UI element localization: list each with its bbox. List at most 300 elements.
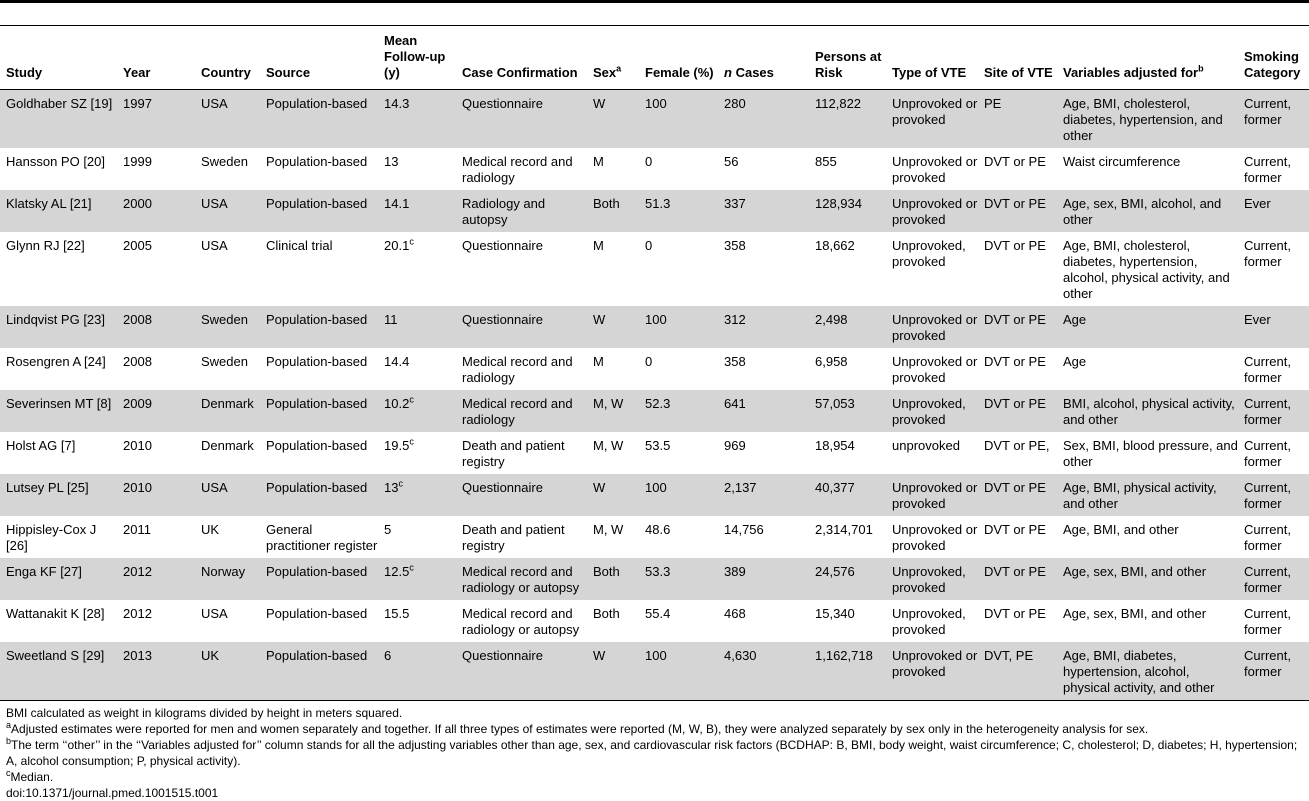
cell-persons bbox=[809, 600, 886, 642]
table-row bbox=[0, 90, 1309, 149]
cell-text: 2010 bbox=[123, 438, 152, 453]
cell-text: Current, former bbox=[1244, 480, 1291, 511]
cell-text: Current, former bbox=[1244, 564, 1291, 595]
cell-year bbox=[117, 148, 195, 190]
header-text: Source bbox=[266, 65, 311, 80]
table-header bbox=[0, 33, 1309, 90]
cell-text: 2005 bbox=[123, 238, 152, 253]
cell-cases bbox=[718, 432, 809, 474]
cell-text: 2008 bbox=[123, 354, 152, 369]
cell-text: W bbox=[593, 480, 606, 495]
table-row bbox=[0, 306, 1309, 348]
cell-text: M, W bbox=[593, 396, 624, 411]
cell-study bbox=[0, 190, 117, 232]
cell-text: Norway bbox=[201, 564, 246, 579]
cell-persons bbox=[809, 232, 886, 306]
cell-adjusted bbox=[1057, 148, 1238, 190]
cell-female bbox=[639, 558, 718, 600]
header-text: Country bbox=[201, 65, 251, 80]
cell-text: UK bbox=[201, 648, 220, 663]
cell-text: Questionnaire bbox=[462, 238, 543, 253]
cell-text: Sweden bbox=[201, 312, 248, 327]
cell-text: 2,498 bbox=[815, 312, 848, 327]
cell-sex bbox=[587, 390, 639, 432]
cell-source bbox=[260, 90, 378, 149]
cell-source bbox=[260, 474, 378, 516]
cell-text: 855 bbox=[815, 154, 837, 169]
cell-text: 14.3 bbox=[384, 96, 410, 111]
cell-text: 57,053 bbox=[815, 396, 855, 411]
header-row bbox=[0, 33, 1309, 90]
cell-female bbox=[639, 516, 718, 558]
cell-vte_site bbox=[978, 390, 1057, 432]
cell-source bbox=[260, 516, 378, 558]
cell-smoking bbox=[1238, 232, 1309, 306]
cell-text: Current, former bbox=[1244, 522, 1291, 553]
cell-confirmation bbox=[456, 232, 587, 306]
footnote bbox=[6, 721, 1306, 737]
cell-text: 13 bbox=[384, 154, 399, 169]
cell-text: 19.5 bbox=[384, 438, 410, 453]
column-header-followup bbox=[378, 33, 456, 90]
cell-source bbox=[260, 558, 378, 600]
cell-text: 2,137 bbox=[724, 480, 757, 495]
cell-followup bbox=[378, 642, 456, 701]
cell-cases bbox=[718, 348, 809, 390]
cell-year bbox=[117, 90, 195, 149]
cell-vte_site bbox=[978, 232, 1057, 306]
cell-text: USA bbox=[201, 196, 228, 211]
cell-source bbox=[260, 348, 378, 390]
cell-text: DVT or PE bbox=[984, 238, 1046, 253]
cell-text: 1999 bbox=[123, 154, 152, 169]
cell-text: 48.6 bbox=[645, 522, 671, 537]
cell-persons bbox=[809, 642, 886, 701]
cell-text: 55.4 bbox=[645, 606, 671, 621]
cell-vte_site bbox=[978, 432, 1057, 474]
cell-vte_type bbox=[886, 474, 978, 516]
cell-female bbox=[639, 348, 718, 390]
cell-year bbox=[117, 600, 195, 642]
cell-vte_type bbox=[886, 432, 978, 474]
header-text: Cases bbox=[735, 65, 774, 80]
cell-smoking bbox=[1238, 148, 1309, 190]
cell-text: Sweetland S [29] bbox=[6, 648, 105, 663]
cell-text: Current, former bbox=[1244, 648, 1291, 679]
cell-confirmation bbox=[456, 390, 587, 432]
cell-text: Current, former bbox=[1244, 438, 1291, 469]
cell-year bbox=[117, 558, 195, 600]
cell-text: Radiology and autopsy bbox=[462, 196, 546, 227]
cell-followup bbox=[378, 474, 456, 516]
cell-text: DVT or PE bbox=[984, 312, 1046, 327]
cell-cases bbox=[718, 558, 809, 600]
cell-text: Glynn RJ [22] bbox=[6, 238, 85, 253]
cell-text: 14.1 bbox=[384, 196, 410, 211]
cell-text: 280 bbox=[724, 96, 746, 111]
cell-text: Ever bbox=[1244, 196, 1271, 211]
cell-text: 6 bbox=[384, 648, 392, 663]
cell-adjusted bbox=[1057, 348, 1238, 390]
cell-year bbox=[117, 474, 195, 516]
footnote-marker: c bbox=[409, 236, 414, 247]
cell-cases bbox=[718, 232, 809, 306]
cell-followup bbox=[378, 348, 456, 390]
cell-country bbox=[195, 90, 260, 149]
cell-confirmation bbox=[456, 474, 587, 516]
cell-text: 40,377 bbox=[815, 480, 855, 495]
cell-text: Current, former bbox=[1244, 354, 1291, 385]
cell-text: Age bbox=[1063, 354, 1087, 369]
cell-study bbox=[0, 148, 117, 190]
cell-study bbox=[0, 432, 117, 474]
cell-text: Population-based bbox=[266, 96, 368, 111]
cell-text: 2013 bbox=[123, 648, 152, 663]
cell-text: Unprovoked or provoked bbox=[892, 96, 978, 127]
cell-text: Population-based bbox=[266, 196, 368, 211]
cell-vte_type bbox=[886, 516, 978, 558]
cell-followup bbox=[378, 306, 456, 348]
cell-female bbox=[639, 306, 718, 348]
table-row bbox=[0, 474, 1309, 516]
cell-adjusted bbox=[1057, 190, 1238, 232]
cell-confirmation bbox=[456, 432, 587, 474]
footnote bbox=[6, 769, 1306, 785]
cell-text: 0 bbox=[645, 354, 653, 369]
cell-vte_site bbox=[978, 148, 1057, 190]
cell-smoking bbox=[1238, 90, 1309, 149]
cell-vte_site bbox=[978, 90, 1057, 149]
cell-confirmation bbox=[456, 190, 587, 232]
cell-text: 100 bbox=[645, 96, 667, 111]
cell-text: 2009 bbox=[123, 396, 152, 411]
cell-female bbox=[639, 390, 718, 432]
cell-female bbox=[639, 90, 718, 149]
cell-text: 2010 bbox=[123, 480, 152, 495]
cell-text: Population-based bbox=[266, 564, 368, 579]
cell-adjusted bbox=[1057, 642, 1238, 701]
cell-year bbox=[117, 516, 195, 558]
cell-text: 11 bbox=[384, 312, 398, 327]
cell-cases bbox=[718, 306, 809, 348]
cell-text: Age bbox=[1063, 312, 1087, 327]
cell-country bbox=[195, 600, 260, 642]
cell-adjusted bbox=[1057, 600, 1238, 642]
cell-source bbox=[260, 232, 378, 306]
footnote-marker: a bbox=[6, 720, 12, 730]
cell-text: Population-based bbox=[266, 396, 368, 411]
cell-text: Unprovoked or provoked bbox=[892, 354, 978, 385]
cell-study bbox=[0, 600, 117, 642]
cell-cases bbox=[718, 642, 809, 701]
cell-text: 641 bbox=[724, 396, 746, 411]
cell-followup bbox=[378, 232, 456, 306]
cell-cases bbox=[718, 190, 809, 232]
header-text: Smoking Category bbox=[1244, 49, 1301, 80]
cell-text: Rosengren A [24] bbox=[6, 354, 106, 369]
cell-text: 18,662 bbox=[815, 238, 855, 253]
cell-country bbox=[195, 474, 260, 516]
cell-adjusted bbox=[1057, 432, 1238, 474]
cell-smoking bbox=[1238, 558, 1309, 600]
cell-text: Unprovoked or provoked bbox=[892, 154, 978, 185]
table-row bbox=[0, 516, 1309, 558]
cell-vte_site bbox=[978, 306, 1057, 348]
cell-confirmation bbox=[456, 600, 587, 642]
table-body bbox=[0, 90, 1309, 701]
column-header-cases bbox=[718, 33, 809, 90]
footnote-marker: a bbox=[616, 63, 622, 74]
cell-cases bbox=[718, 90, 809, 149]
cell-text: Enga KF [27] bbox=[6, 564, 82, 579]
cell-text: 6,958 bbox=[815, 354, 848, 369]
cell-text: 0 bbox=[645, 154, 653, 169]
cell-text: Population-based bbox=[266, 480, 368, 495]
table-footnotes bbox=[6, 705, 1306, 801]
cell-text: USA bbox=[201, 480, 228, 495]
cell-text: Both bbox=[593, 564, 620, 579]
cell-text: 1997 bbox=[123, 96, 152, 111]
footnote-marker: c bbox=[409, 562, 414, 573]
cell-text: DVT or PE bbox=[984, 606, 1046, 621]
cell-text: Goldhaber SZ [19] bbox=[6, 96, 113, 111]
cell-text: Questionnaire bbox=[462, 96, 543, 111]
cell-text: Population-based bbox=[266, 154, 368, 169]
cell-text: Severinsen MT [8] bbox=[6, 396, 112, 411]
cell-adjusted bbox=[1057, 306, 1238, 348]
cell-text: 389 bbox=[724, 564, 746, 579]
cell-text: Klatsky AL [21] bbox=[6, 196, 92, 211]
cell-text: M, W bbox=[593, 522, 624, 537]
cell-cases bbox=[718, 516, 809, 558]
cell-study bbox=[0, 348, 117, 390]
column-header-vte_site bbox=[978, 33, 1057, 90]
cell-text: 0 bbox=[645, 238, 653, 253]
cell-country bbox=[195, 432, 260, 474]
cell-text: Both bbox=[593, 606, 620, 621]
cell-year bbox=[117, 190, 195, 232]
cell-smoking bbox=[1238, 190, 1309, 232]
cell-country bbox=[195, 390, 260, 432]
cell-text: Lutsey PL [25] bbox=[6, 480, 89, 495]
column-header-sex bbox=[587, 33, 639, 90]
cell-text: Sweden bbox=[201, 154, 248, 169]
cell-cases bbox=[718, 148, 809, 190]
cell-text: General practitioner register bbox=[266, 522, 378, 553]
cell-vte_type bbox=[886, 148, 978, 190]
cell-text: DVT, PE bbox=[984, 648, 1034, 663]
cell-text: Current, former bbox=[1244, 606, 1291, 637]
cell-text: Unprovoked or provoked bbox=[892, 480, 978, 511]
cell-female bbox=[639, 148, 718, 190]
cell-study bbox=[0, 306, 117, 348]
cell-country bbox=[195, 232, 260, 306]
cell-text: 100 bbox=[645, 648, 667, 663]
cell-text: Age, BMI, diabetes, hypertension, alcohol, physical activity, and other bbox=[1063, 648, 1215, 695]
column-header-study bbox=[0, 33, 117, 90]
cell-smoking bbox=[1238, 390, 1309, 432]
cell-text: UK bbox=[201, 522, 220, 537]
footnote-marker: c bbox=[6, 768, 11, 778]
cell-text: DVT or PE bbox=[984, 564, 1046, 579]
cell-persons bbox=[809, 432, 886, 474]
cell-source bbox=[260, 432, 378, 474]
footnote bbox=[6, 737, 1306, 769]
cell-text: Sweden bbox=[201, 354, 248, 369]
cell-text: 2000 bbox=[123, 196, 152, 211]
cell-vte_type bbox=[886, 190, 978, 232]
cell-smoking bbox=[1238, 306, 1309, 348]
cell-vte_type bbox=[886, 600, 978, 642]
cell-vte_site bbox=[978, 642, 1057, 701]
cell-text: Death and patient registry bbox=[462, 438, 565, 469]
table-row bbox=[0, 558, 1309, 600]
cell-text: 2012 bbox=[123, 606, 152, 621]
cell-text: 13 bbox=[384, 480, 399, 495]
cell-followup bbox=[378, 432, 456, 474]
cell-followup bbox=[378, 90, 456, 149]
cell-text: Clinical trial bbox=[266, 238, 333, 253]
cell-adjusted bbox=[1057, 474, 1238, 516]
cell-study bbox=[0, 474, 117, 516]
cell-text: Denmark bbox=[201, 438, 254, 453]
cell-text: Population-based bbox=[266, 648, 368, 663]
cell-text: Unprovoked, provoked bbox=[892, 238, 966, 269]
cell-text: Hansson PO [20] bbox=[6, 154, 105, 169]
cell-text: unprovoked bbox=[892, 438, 960, 453]
cell-text: 20.1 bbox=[384, 238, 410, 253]
cell-text: W bbox=[593, 96, 606, 111]
footnote-marker: b bbox=[6, 736, 12, 746]
table-row bbox=[0, 348, 1309, 390]
cell-text: Hippisley-Cox J [26] bbox=[6, 522, 97, 553]
cell-text: Age, BMI, cholesterol, diabetes, hypertension, alcohol, physical activity, and other bbox=[1063, 238, 1230, 301]
cell-text: 4,630 bbox=[724, 648, 757, 663]
cell-text: 53.5 bbox=[645, 438, 671, 453]
cell-persons bbox=[809, 90, 886, 149]
cell-smoking bbox=[1238, 348, 1309, 390]
cell-text: 12.5 bbox=[384, 564, 410, 579]
cell-text: 2011 bbox=[123, 522, 151, 537]
cell-year bbox=[117, 348, 195, 390]
cell-text: 112,822 bbox=[815, 96, 862, 111]
cell-study bbox=[0, 232, 117, 306]
cell-text: Medical record and radiology bbox=[462, 154, 573, 185]
cell-country bbox=[195, 306, 260, 348]
cell-persons bbox=[809, 148, 886, 190]
column-header-persons bbox=[809, 33, 886, 90]
cell-text: DVT or PE bbox=[984, 396, 1046, 411]
cell-sex bbox=[587, 90, 639, 149]
cell-sex bbox=[587, 474, 639, 516]
footnote-text: The term ‘‘other’’ in the ‘‘Variables adjusted for’’ column stands for all the adjusting variables other than age, sex, and cardiovascular risk factors (BCDHAP: B, BMI, body weight, waist circumference; C, cholesterol; D, diabetes; H, hypertension; A, alcohol consumption; P, physical activity). bbox=[6, 738, 1298, 768]
cell-vte_type bbox=[886, 232, 978, 306]
cell-country bbox=[195, 558, 260, 600]
cell-text: Lindqvist PG [23] bbox=[6, 312, 105, 327]
cell-vte_type bbox=[886, 390, 978, 432]
cell-female bbox=[639, 474, 718, 516]
cell-text: Current, former bbox=[1244, 396, 1291, 427]
footnote-text: Adjusted estimates were reported for men and women separately and together. If all three types of estimates were reported (M, W, B), they were analyzed separately by sex only in the heterogeneity analysis for sex. bbox=[11, 722, 1149, 736]
cell-year bbox=[117, 432, 195, 474]
cell-sex bbox=[587, 348, 639, 390]
header-italic-prefix: n bbox=[724, 65, 732, 80]
cell-country bbox=[195, 348, 260, 390]
cell-text: 24,576 bbox=[815, 564, 855, 579]
cell-country bbox=[195, 642, 260, 701]
cell-sex bbox=[587, 148, 639, 190]
cell-followup bbox=[378, 516, 456, 558]
cell-text: Questionnaire bbox=[462, 312, 543, 327]
cell-cases bbox=[718, 390, 809, 432]
cell-cases bbox=[718, 474, 809, 516]
cell-sex bbox=[587, 232, 639, 306]
cell-followup bbox=[378, 600, 456, 642]
header-text: Variables adjusted for bbox=[1063, 65, 1199, 80]
cell-text: M bbox=[593, 354, 604, 369]
cell-text: Death and patient registry bbox=[462, 522, 565, 553]
cell-vte_type bbox=[886, 642, 978, 701]
cell-text: 15,340 bbox=[815, 606, 855, 621]
cell-text: DVT or PE bbox=[984, 522, 1046, 537]
cell-text: Sex, BMI, blood pressure, and other bbox=[1063, 438, 1238, 469]
cell-persons bbox=[809, 348, 886, 390]
header-text: Study bbox=[6, 65, 43, 80]
cell-text: Medical record and radiology or autopsy bbox=[462, 606, 580, 637]
cell-text: BMI, alcohol, physical activity, and other bbox=[1063, 396, 1235, 427]
cell-text: 51.3 bbox=[645, 196, 671, 211]
cell-sex bbox=[587, 558, 639, 600]
cell-text: Unprovoked or provoked bbox=[892, 312, 978, 343]
cell-text: 2008 bbox=[123, 312, 152, 327]
cell-text: 2012 bbox=[123, 564, 152, 579]
cell-persons bbox=[809, 390, 886, 432]
cell-vte_site bbox=[978, 516, 1057, 558]
footnote-text: BMI calculated as weight in kilograms divided by height in meters squared. bbox=[6, 706, 403, 720]
cell-female bbox=[639, 232, 718, 306]
footnote bbox=[6, 705, 1306, 721]
cell-source bbox=[260, 148, 378, 190]
cell-vte_site bbox=[978, 558, 1057, 600]
cell-text: 100 bbox=[645, 312, 667, 327]
cell-text: Medical record and radiology bbox=[462, 354, 573, 385]
cell-confirmation bbox=[456, 306, 587, 348]
cell-text: 312 bbox=[724, 312, 746, 327]
cell-text: 358 bbox=[724, 238, 746, 253]
cell-text: DVT or PE bbox=[984, 196, 1046, 211]
cell-text: M bbox=[593, 154, 604, 169]
top-rule bbox=[0, 0, 1309, 3]
cell-text: DVT or PE bbox=[984, 480, 1046, 495]
cell-text: Medical record and radiology bbox=[462, 396, 573, 427]
cell-text: Holst AG [7] bbox=[6, 438, 76, 453]
cell-text: Unprovoked or provoked bbox=[892, 522, 978, 553]
header-text: Female (%) bbox=[645, 65, 714, 80]
footnote-text: Median. bbox=[10, 770, 54, 784]
cell-followup bbox=[378, 190, 456, 232]
cell-text: Wattanakit K [28] bbox=[6, 606, 105, 621]
cell-confirmation bbox=[456, 516, 587, 558]
cell-text: Age, BMI, physical activity, and other bbox=[1063, 480, 1217, 511]
footnote-marker: b bbox=[1198, 63, 1204, 74]
header-text: Persons at Risk bbox=[815, 49, 882, 80]
column-header-confirmation bbox=[456, 33, 587, 90]
cell-adjusted bbox=[1057, 90, 1238, 149]
table-row bbox=[0, 190, 1309, 232]
cell-year bbox=[117, 306, 195, 348]
table-row bbox=[0, 642, 1309, 701]
table-row bbox=[0, 432, 1309, 474]
